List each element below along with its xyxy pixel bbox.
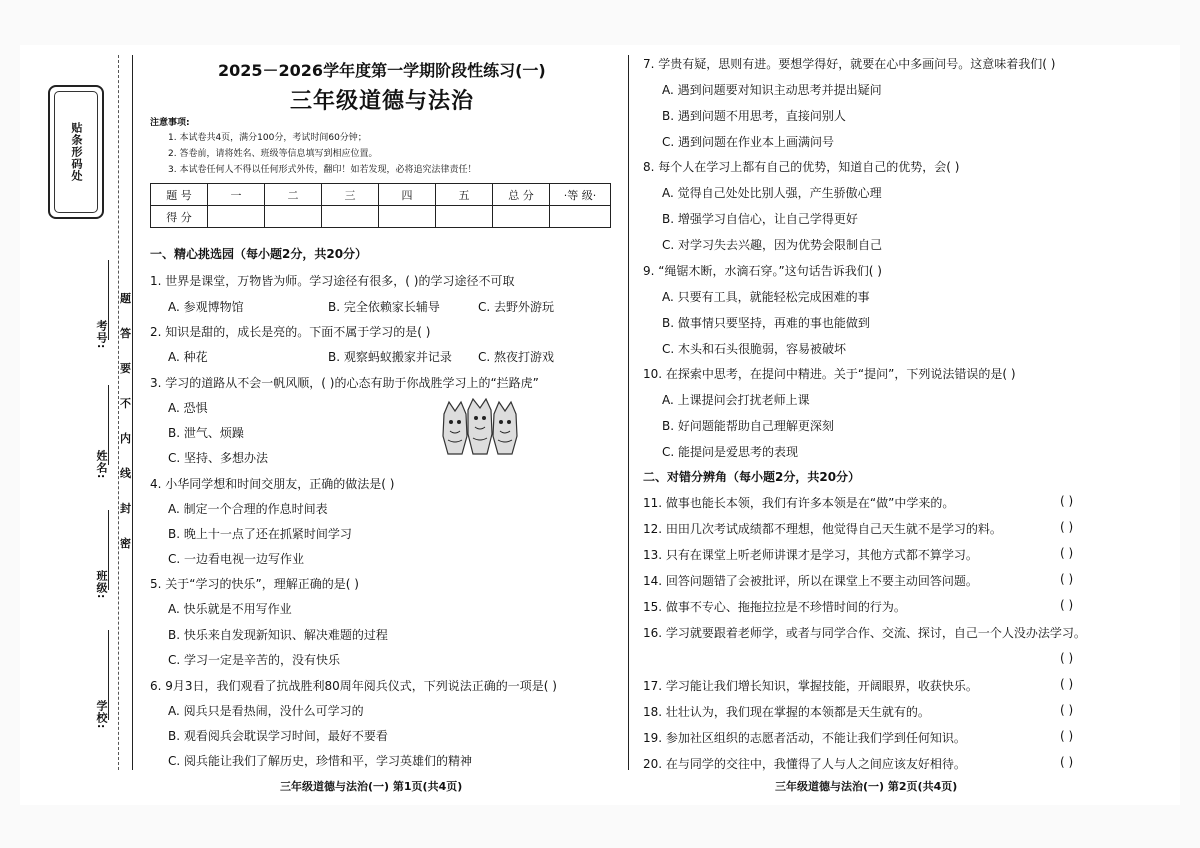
option: A. 觉得自己处处比别人强，产生骄傲心理 — [662, 186, 882, 200]
tf-statement: 20. 在与同学的交往中，我懂得了人与人之间应该友好相待。 — [643, 757, 966, 771]
seal-char: 内 — [120, 432, 131, 445]
school-field[interactable] — [108, 630, 109, 720]
answer-paren[interactable]: ( ) — [1060, 494, 1074, 508]
page-footer: 三年级道德与法治(一) 第1页(共4页) — [280, 780, 463, 793]
barcode-label: 贴条形码处 — [70, 122, 83, 182]
subject-title: 三年级道德与法治 — [290, 89, 475, 114]
notice-item: 1. 本试卷共4页，满分100分，考试时间60分钟； — [168, 133, 367, 143]
question-stem: 3. 学习的道路从不会一帆风顺，( )的心态有助于你战胜学习上的“拦路虎” — [150, 376, 539, 390]
question-stem: 5. 关于“学习的快乐”，理解正确的是( ) — [150, 577, 359, 591]
tf-statement: 17. 学习能让我们增长知识，掌握技能，开阔眼界，收获快乐。 — [643, 679, 978, 693]
question-stem: 10. 在探索中思考，在提问中精进。关于“提问”，下列说法错误的是( ) — [643, 367, 1016, 381]
tf-statement: 14. 回答问题错了会被批评，所以在课堂上不要主动回答问题。 — [643, 574, 978, 588]
notice-item: 3. 本试卷任何人不得以任何形式外传，翻印！如若发现，必将追究法律责任！ — [168, 165, 477, 175]
answer-paren[interactable]: ( ) — [1060, 651, 1074, 665]
question-stem: 6. 9月3日，我们观看了抗战胜利80周年阅兵仪式，下列说法正确的一项是( ) — [150, 679, 557, 693]
option: C. 学习一定是辛苦的，没有快乐 — [168, 653, 341, 667]
score-cell[interactable] — [208, 206, 265, 228]
question-stem: 9. “绳锯木断，水滴石穿。”这句话告诉我们( ) — [643, 264, 882, 278]
option: B. 晚上十一点了还在抓紧时间学习 — [168, 527, 352, 541]
tf-statement: 11. 做事也能长本领，我们有许多本领是在“做”中学来的。 — [643, 496, 955, 510]
option: C. 一边看电视一边写作业 — [168, 552, 305, 566]
exam-number-label: 考号: — [95, 320, 108, 350]
tf-statement: 13. 只有在课堂上听老师讲课才是学习，其他方式都不算学习。 — [643, 548, 978, 562]
score-table — [150, 183, 611, 228]
score-cell[interactable] — [550, 206, 611, 228]
option: A. 阅兵只是看热闹，没什么可学习的 — [168, 704, 364, 718]
notice-heading: 注意事项: — [150, 118, 190, 128]
question-stem: 7. 学贵有疑，思则有进。要想学得好，就要在心中多画问号。这意味着我们( ) — [643, 57, 1056, 71]
name-field[interactable] — [108, 385, 109, 465]
exam-number-field[interactable] — [108, 260, 109, 340]
exam-title: 2025－2026学年度第一学期阶段性练习(一) — [218, 61, 546, 80]
seal-char: 不 — [120, 397, 131, 410]
page-footer: 三年级道德与法治(一) 第2页(共4页) — [775, 780, 958, 793]
school-label: 学校: — [95, 700, 108, 730]
seal-char: 答 — [120, 327, 131, 340]
score-row-label: 得 分 — [151, 206, 208, 228]
option: C. 熬夜打游戏 — [478, 350, 555, 364]
option: B. 完全依赖家长辅导 — [328, 300, 440, 314]
option: A. 参观博物馆 — [168, 300, 244, 314]
question-stem: 8. 每个人在学习上都有自己的优势，知道自己的优势，会( ) — [643, 160, 960, 174]
seal-char: 题 — [120, 292, 131, 305]
tf-statement: 12. 田田几次考试成绩都不理想，他觉得自己天生就不是学习的料。 — [643, 522, 1002, 536]
option: B. 泄气、烦躁 — [168, 426, 244, 440]
tf-statement: 16. 学习就要跟着老师学，或者与同学合作、交流、探讨，自己一个人没办法学习。 — [643, 626, 1086, 640]
option: B. 快乐来自发现新知识、解决难题的过程 — [168, 628, 388, 642]
option: C. 能提问是爱思考的表现 — [662, 445, 799, 459]
option: C. 对学习失去兴趣，因为优势会限制自己 — [662, 238, 883, 252]
seal-char: 封 — [120, 502, 131, 515]
question-stem: 4. 小华同学想和时间交朋友，正确的做法是( ) — [150, 477, 395, 491]
answer-paren[interactable]: ( ) — [1060, 572, 1074, 586]
question-stem: 2. 知识是甜的，成长是亮的。下面不属于学习的是( ) — [150, 325, 431, 339]
score-header: 题 号 — [151, 184, 208, 206]
answer-paren[interactable]: ( ) — [1060, 598, 1074, 612]
option: A. 种花 — [168, 350, 208, 364]
seal-char: 线 — [120, 467, 131, 480]
score-cell[interactable] — [493, 206, 550, 228]
tf-statement: 18. 壮壮认为，我们现在掌握的本领都是天生就有的。 — [643, 705, 930, 719]
class-field[interactable] — [108, 510, 109, 590]
section2-heading: 二、对错分辨角（每小题2分，共20分） — [643, 470, 861, 484]
option: B. 观察蚂蚁搬家并记录 — [328, 350, 452, 364]
score-header: 五 — [436, 184, 493, 206]
answer-paren[interactable]: ( ) — [1060, 546, 1074, 560]
score-header: ·等 级· — [550, 184, 611, 206]
score-cell[interactable] — [436, 206, 493, 228]
score-cell[interactable] — [379, 206, 436, 228]
class-label: 班级: — [95, 570, 108, 600]
name-label: 姓名: — [95, 450, 108, 480]
option: C. 坚持、多想办法 — [168, 451, 269, 465]
option: A. 上课提问会打扰老师上课 — [662, 393, 810, 407]
option: C. 木头和石头很脆弱，容易被破坏 — [662, 342, 847, 356]
answer-paren[interactable]: ( ) — [1060, 729, 1074, 743]
option: B. 增强学习自信心，让自己学得更好 — [662, 212, 858, 226]
monster-illustration — [440, 398, 522, 460]
score-cell[interactable] — [322, 206, 379, 228]
score-header: 一 — [208, 184, 265, 206]
tf-statement: 15. 做事不专心、拖拖拉拉是不珍惜时间的行为。 — [643, 600, 906, 614]
barcode-box — [48, 85, 104, 219]
option: A. 只要有工具，就能轻松完成困难的事 — [662, 290, 870, 304]
section1-heading: 一、精心挑选园（每小题2分，共20分） — [150, 247, 368, 261]
answer-paren[interactable]: ( ) — [1060, 755, 1074, 769]
seal-char: 要 — [120, 362, 131, 375]
score-header: 二 — [265, 184, 322, 206]
answer-paren[interactable]: ( ) — [1060, 703, 1074, 717]
seal-line-left — [118, 55, 119, 770]
option: B. 遇到问题不用思考，直接问别人 — [662, 109, 846, 123]
option: A. 制定一个合理的作息时间表 — [168, 502, 328, 516]
option: A. 遇到问题要对知识主动思考并提出疑问 — [662, 83, 882, 97]
option: B. 好问题能帮助自己理解更深刻 — [662, 419, 834, 433]
option: A. 恐惧 — [168, 401, 208, 415]
tf-statement: 19. 参加社区组织的志愿者活动，不能让我们学到任何知识。 — [643, 731, 966, 745]
page-divider — [628, 55, 629, 770]
seal-char: 密 — [120, 537, 131, 550]
answer-paren[interactable]: ( ) — [1060, 520, 1074, 534]
option: C. 阅兵能让我们了解历史，珍惜和平，学习英雄们的精神 — [168, 754, 473, 768]
option: C. 遇到问题在作业本上画满问号 — [662, 135, 835, 149]
score-header: 三 — [322, 184, 379, 206]
option: A. 快乐就是不用写作业 — [168, 602, 292, 616]
score-header: 总 分 — [493, 184, 550, 206]
option: C. 去野外游玩 — [478, 300, 555, 314]
notice-item: 2. 答卷前，请将姓名、班级等信息填写到相应位置。 — [168, 149, 378, 159]
seal-line-right — [132, 55, 133, 770]
score-header: 四 — [379, 184, 436, 206]
question-stem: 1. 世界是课堂，万物皆为师。学习途径有很多，( )的学习途径不可取 — [150, 274, 515, 288]
option: B. 做事情只要坚持，再难的事也能做到 — [662, 316, 870, 330]
score-cell[interactable] — [265, 206, 322, 228]
option: B. 观看阅兵会耽误学习时间，最好不要看 — [168, 729, 388, 743]
answer-paren[interactable]: ( ) — [1060, 677, 1074, 691]
